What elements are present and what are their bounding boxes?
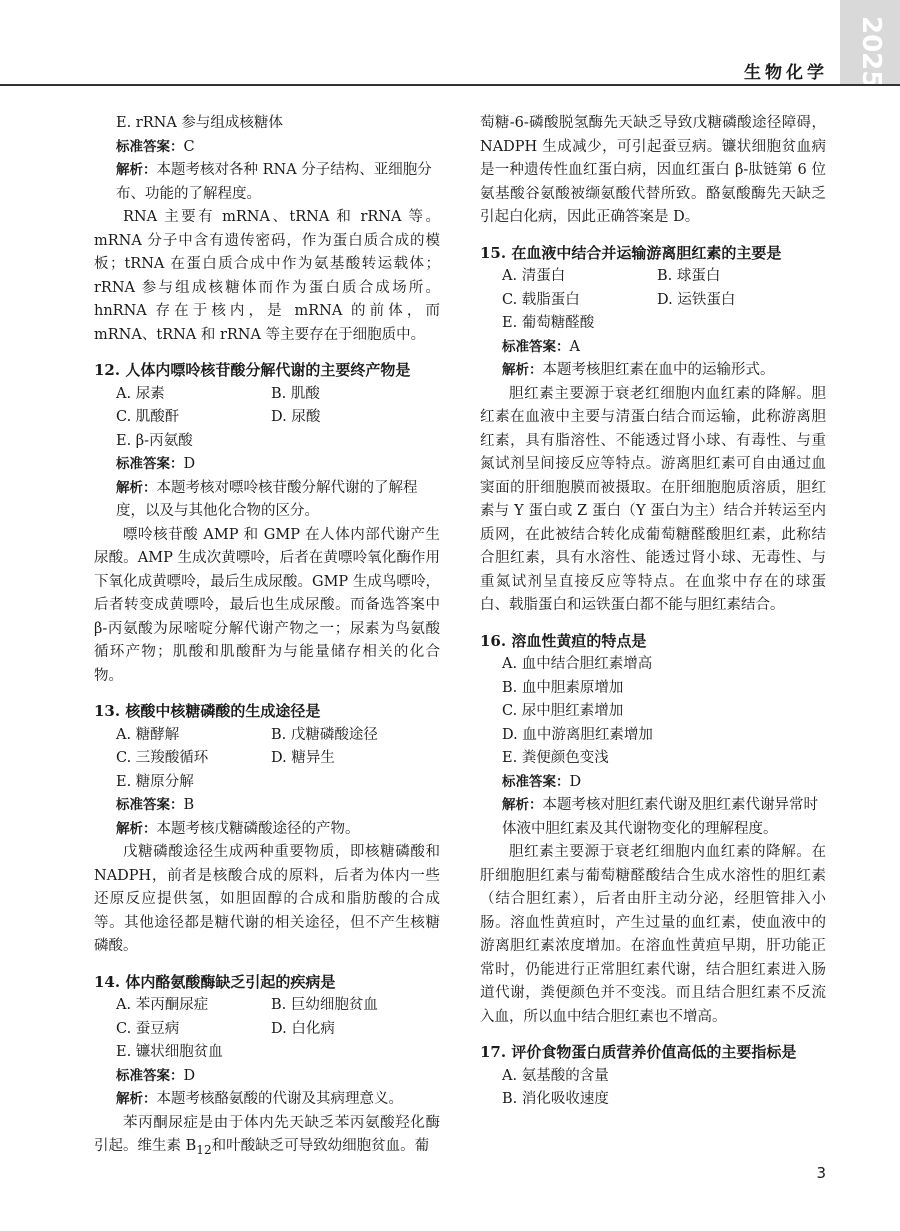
analysis-text: 本题考核胆红素在血中的运输形式。 bbox=[542, 362, 775, 378]
option-e: E. 粪便颜色变浅 bbox=[502, 750, 609, 766]
answer-label: 标准答案： bbox=[116, 456, 184, 472]
question-16 bbox=[480, 630, 826, 1030]
option-b: B. 肌酸 bbox=[271, 385, 320, 402]
option-a: A. 氨基酸的含量 bbox=[502, 1067, 609, 1084]
answer-value: B bbox=[183, 797, 195, 813]
option-a: A. 苯丙酮尿症 bbox=[116, 997, 209, 1013]
option-d: D. 尿酸 bbox=[271, 409, 321, 425]
analysis-line bbox=[94, 159, 440, 206]
option-d: D. 糖异生 bbox=[271, 750, 335, 766]
analysis-line bbox=[94, 818, 440, 842]
option-d: D. 运铁蛋白 bbox=[657, 291, 736, 308]
option-d: D. 白化病 bbox=[271, 1020, 335, 1037]
options-row bbox=[94, 406, 440, 430]
option-b: B. 巨幼细胞贫血 bbox=[271, 997, 378, 1013]
option-a: A. 糖酵解 bbox=[116, 726, 180, 743]
question-title: 13. 核酸中核糖磷酸的生成途径是 bbox=[94, 702, 321, 720]
analysis-label: 解析： bbox=[116, 162, 157, 178]
page-number: 3 bbox=[816, 1164, 826, 1182]
question-14 bbox=[94, 971, 440, 1163]
option-e: E. 镰状细胞贫血 bbox=[116, 1044, 223, 1060]
analysis-line bbox=[480, 794, 826, 841]
analysis-text: 本题考核对各种 RNA 分子结构、亚细胞分布、功能的了解程度。 bbox=[116, 162, 432, 202]
option-c: C. 尿中胆红素增加 bbox=[502, 703, 624, 719]
question-13 bbox=[94, 700, 440, 959]
options-row bbox=[480, 289, 826, 313]
answer-label: 标准答案： bbox=[116, 797, 184, 813]
analysis-label: 解析： bbox=[502, 362, 543, 378]
options-row bbox=[94, 1018, 440, 1042]
explanation-text: 苯丙酮尿症是由于体内先天缺乏苯丙氨酸羟化酶引起。维生素 B bbox=[94, 1114, 440, 1154]
option-a: A. 血中结合胆红素增高 bbox=[502, 656, 653, 672]
answer-label: 标准答案： bbox=[502, 773, 570, 790]
option-b: B. 球蛋白 bbox=[657, 268, 721, 284]
answer-label: 标准答案： bbox=[116, 138, 184, 155]
option-b: B. 戊糖磷酸途径 bbox=[271, 726, 378, 743]
question-11-tail bbox=[94, 112, 440, 347]
explanation-paragraph: 胆红素主要源于衰老红细胞内血红素的降解。在肝细胞胆红素与葡萄糖醛酸结合生成水溶性的胆红素（结合胆红素），后者由肝主动分泌，经胆管排入小肠。溶血性黄疸时，产生过量的血红素，使血液中的游离胆红素浓度增加。在溶血性黄疸早期，肝功能正常时，仍能进行正常胆红素代谢，结合胆红素进入肠道代谢，粪便颜色并不变浅。而且结合胆红素不反流入血，所以血中结合胆红素也不增高。 bbox=[480, 844, 826, 1025]
header-rule bbox=[0, 84, 900, 86]
question-title: 12. 人体内嘌呤核苷酸分解代谢的主要终产物是 bbox=[94, 361, 411, 379]
option-c: C. 载脂蛋白 bbox=[502, 291, 580, 308]
answer-value: D bbox=[569, 773, 582, 790]
question-14-continued bbox=[480, 112, 826, 230]
right-column bbox=[480, 112, 826, 1124]
question-title: 16. 溶血性黄疸的特点是 bbox=[480, 631, 647, 650]
option-b: B. 血中胆素原增加 bbox=[502, 679, 624, 696]
analysis-text: 本题考核戊糖磷酸途径的产物。 bbox=[156, 820, 360, 837]
analysis-label: 解析： bbox=[116, 820, 157, 837]
analysis-text: 本题考核对嘌呤核苷酸分解代谢的了解程度，以及与其他化合物的区分。 bbox=[116, 479, 418, 519]
answer-line bbox=[94, 136, 440, 160]
answer-line bbox=[480, 771, 826, 795]
explanation-text: 和叶酸缺乏可导致幼细胞贫血。葡 bbox=[211, 1138, 430, 1154]
question-title: 17. 评价食物蛋白质营养价值高低的主要指标是 bbox=[480, 1043, 797, 1061]
explanation-paragraph: 胆红素主要源于衰老红细胞内血红素的降解。胆红素在血液中主要与清蛋白结合而运输，此称游离胆红素，具有脂溶性、不能透过肾小球、有毒性、与重氮试剂呈间接反应等特点。游离胆红素可自由通过血窦面的肝细胞膜而被摄取。在肝细胞胞质溶质，胆红素与 Y 蛋白或 Z 蛋白（Y 蛋白为主）结合并转运至内质网，在此被结合转化成葡萄糖醛酸胆红素，此称结合胆红素，具有水溶性、能透过肾小球、无毒性、与重氮试剂呈直接反应等特点。在血浆中存在的球蛋白、载脂蛋白和运铁蛋白都不能与胆红素结合。 bbox=[480, 385, 826, 613]
option-e: E. 葡萄糖醛酸 bbox=[502, 315, 595, 331]
analysis-text: 本题考核酪氨酸的代谢及其病理意义。 bbox=[156, 1091, 403, 1107]
answer-line bbox=[94, 453, 440, 477]
option-b: B. 消化吸收速度 bbox=[502, 1091, 609, 1107]
question-title: 15. 在血液中结合并运输游离胆红素的主要是 bbox=[480, 243, 782, 262]
option-e: E. β-丙氨酸 bbox=[116, 432, 193, 449]
year-label: 2025 bbox=[856, 16, 886, 89]
answer-line bbox=[94, 794, 440, 818]
question-title: 14. 体内酪氨酸酶缺乏引起的疾病是 bbox=[94, 972, 336, 991]
options-row bbox=[94, 747, 440, 771]
explanation-paragraph: 戊糖磷酸途径生成两种重要物质，即核糖磷酸和 NADPH，前者是核酸合成的原料，后者为体内一些还原反应提供氢，如胆固醇的合成和脂肪酸的合成等。其他途径都是糖代谢的相关途径，但不产生核糖磷酸。 bbox=[94, 844, 440, 954]
options-row bbox=[480, 265, 826, 289]
answer-value: D bbox=[183, 1067, 196, 1084]
answer-value: A bbox=[569, 338, 580, 355]
question-12 bbox=[94, 359, 440, 688]
explanation-paragraph bbox=[94, 1112, 440, 1163]
answer-value: D bbox=[183, 456, 196, 472]
option-c: C. 三羧酸循环 bbox=[116, 750, 209, 766]
option-e: E. 糖原分解 bbox=[116, 773, 194, 790]
analysis-line bbox=[94, 1088, 440, 1112]
analysis-label: 解析： bbox=[116, 479, 157, 496]
option-a: A. 清蛋白 bbox=[502, 268, 566, 284]
analysis-label: 解析： bbox=[502, 797, 543, 813]
answer-value: C bbox=[183, 138, 195, 155]
answer-line bbox=[480, 336, 826, 360]
subject-title: 生物化学 bbox=[744, 63, 828, 83]
year-tab bbox=[840, 0, 900, 89]
answer-line bbox=[94, 1065, 440, 1089]
subscript: 12 bbox=[196, 1142, 212, 1157]
explanation-paragraph: 嘌呤核苷酸 AMP 和 GMP 在人体内部代谢产生尿酸。AMP 生成次黄嘌呤，后者在黄嘌呤氧化酶作用下氧化成黄嘌呤，最后生成尿酸。GMP 生成鸟嘌呤，后者转变成黄嘌呤，最后也生成尿酸。而备选答案中 β-丙氨酸为尿嘧啶分解代谢产物之一；尿素为鸟氨酸循环产物；肌酸和肌酸酐为与能量储存相关的化合物。 bbox=[94, 526, 440, 684]
explanation-paragraph: RNA 主要有 mRNA、tRNA 和 rRNA 等。mRNA 分子中含有遗传密码，作为蛋白质合成的模板；tRNA 在蛋白质合成中作为氨基酸转运载体；rRNA 参与组成核糖体而作为蛋白质合成场所。hnRNA 存在于核内，是 mRNA 的前体，而 mRNA、tRNA 和 rRNA 等主要存在于细胞质中。 bbox=[94, 209, 440, 343]
analysis-line bbox=[480, 359, 826, 383]
analysis-text: 本题考核对胆红素代谢及胆红素代谢异常时体液中胆红素及其代谢物变化的理解程度。 bbox=[502, 797, 818, 837]
analysis-label: 解析： bbox=[116, 1091, 157, 1107]
options-row bbox=[94, 383, 440, 407]
explanation-paragraph: 萄糖-6-磷酸脱氢酶先天缺乏导致戊糖磷酸途径障碍，NADPH 生成减少，可引起蚕豆病。镰状细胞贫血病是一种遗传性血红蛋白病，因血红蛋白 β-肽链第 6 位氨基酸谷氨酸被缬氨酸代替所致。酪氨酸酶先天缺乏引起白化病，因此正确答案是 D。 bbox=[480, 115, 826, 225]
question-17 bbox=[480, 1041, 826, 1112]
option-a: A. 尿素 bbox=[116, 385, 165, 402]
question-15 bbox=[480, 242, 826, 618]
options-row bbox=[94, 724, 440, 748]
option-d: D. 血中游离胆红素增加 bbox=[502, 726, 653, 743]
option-e: E. rRNA 参与组成核糖体 bbox=[116, 115, 283, 131]
analysis-line bbox=[94, 477, 440, 524]
option-c: C. 蚕豆病 bbox=[116, 1020, 180, 1037]
left-column bbox=[94, 112, 440, 1174]
options-row bbox=[94, 994, 440, 1018]
answer-label: 标准答案： bbox=[502, 338, 570, 355]
option-c: C. 肌酸酐 bbox=[116, 409, 180, 425]
answer-label: 标准答案： bbox=[116, 1067, 184, 1084]
